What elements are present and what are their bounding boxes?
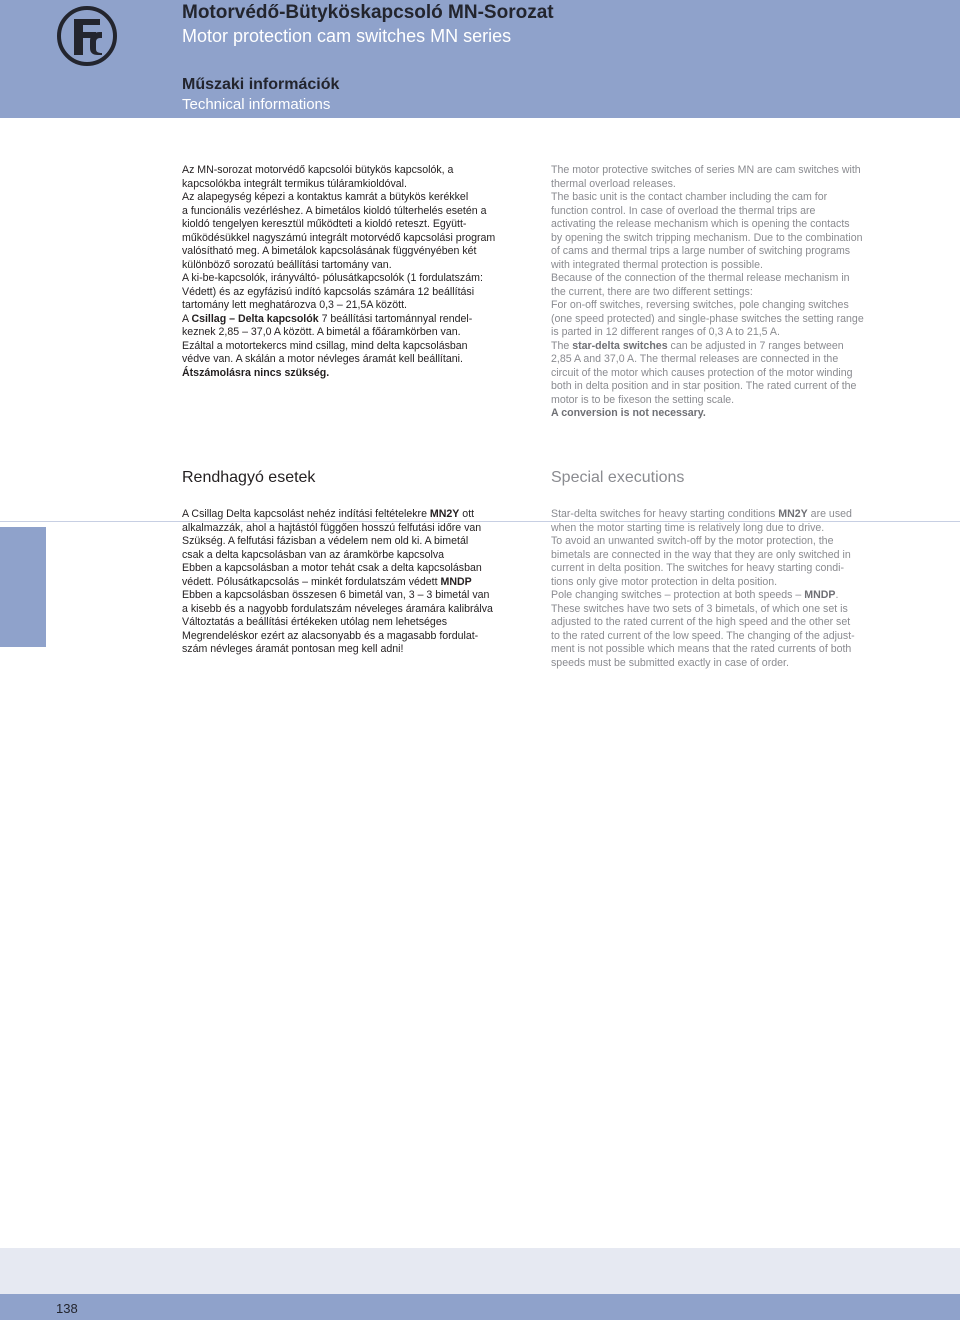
section-title-en: Special executions: [551, 469, 685, 486]
text-line: [551, 589, 911, 603]
text-line: [551, 508, 911, 522]
text-run: A Csillag Delta kapcsolást nehéz indítási feltételekre: [182, 508, 430, 520]
text-run: védett. Pólusátkapcsolás – minkét fordulatszám védett: [182, 575, 441, 588]
company-logo-icon: [56, 5, 118, 67]
text-line: motor is to be fixeson the setting scale.: [551, 393, 735, 406]
text-line: when the motor starting time is relatively long due to drive.: [551, 521, 825, 534]
text-line: adjusted to the rated current of the high speed and the other set: [551, 616, 851, 628]
text-line: Ezáltal a motortekercs mind csillag, mind delta kapcsolásban: [182, 339, 468, 352]
text-run: 7 beállítási tartománnyal rendel-: [318, 312, 473, 325]
side-tab-marker: [0, 527, 46, 647]
text-run: Pole changing switches – protection at both speeds –: [551, 589, 805, 601]
text-line: tartomány lett meghatározva 0,3 – 21,5A között.: [182, 299, 407, 311]
text-line: kapcsolókba integrált termikus túláramkioldóval.: [182, 177, 407, 190]
text-line: A ki-be-kapcsolók, irányváltó- pólusátkapcsolók (1 fordulatszám:: [182, 272, 483, 284]
text-line: szám névleges áramát pontosan meg kell adni!: [182, 643, 404, 655]
text-run: ott: [459, 508, 475, 520]
text-line: is parted in 12 different ranges of 0,3 A to 21,5 A.: [551, 326, 780, 338]
header-subtitle-en: Technical informations: [182, 96, 331, 113]
bold-term: MN2Y: [778, 508, 808, 520]
text-line: To avoid an unwanted switch-off by the motor protection, the: [551, 535, 834, 547]
text-line: Védett) és az egyfázisú indító kapcsolás számára 12 beállítási: [182, 285, 475, 298]
text-line: védve van. A skálán a motor névleges áramát kell beállítani.: [182, 353, 463, 365]
text-line: speeds must be submitted exactly in case of order.: [551, 656, 789, 669]
header-subtitle-hu: Műszaki információk: [182, 76, 340, 93]
text-line: These switches have two sets of 3 bimetals, of which one set is: [551, 602, 848, 615]
header-title-en: Motor protection cam switches MN series: [182, 26, 512, 46]
text-line: of cams and thermal trips a large number of switching programs: [551, 245, 851, 257]
section-title-hu: Rendhagyó esetek: [182, 469, 316, 486]
text-line: Megrendeléskor ezért az alacsonyabb és a magasabb fordulat-: [182, 629, 479, 642]
intro-text-hu: [182, 164, 542, 380]
text-line: with integrated thermal protection is possible.: [551, 258, 763, 271]
text-line: 2,85 A and 37,0 A. The thermal releases are connected in the: [551, 353, 839, 365]
text-line: Szükség. A felfutási fázisban a védelem nem old ki. A bimetál: [182, 535, 469, 547]
text-line: működésükkel nagyszámú integrált motorvédő kapcsolási program: [182, 231, 496, 244]
text-line: For on-off switches, reversing switches, pole changing switches: [551, 299, 849, 311]
text-run: The: [551, 339, 573, 352]
text-line: kioldó tengelyen keresztül működteti a kioldó reteszt. Együtt-: [182, 218, 467, 230]
text-line: by opening the switch tripping mechanism. Due to the combination: [551, 231, 863, 244]
text-line: both in delta position and in star position. The rated current of the: [551, 380, 857, 392]
text-line: current in delta position. The switches for heavy starting condi-: [551, 562, 845, 574]
text-line: Az MN-sorozat motorvédő kapcsolói bütykös kapcsolók, a: [182, 164, 454, 176]
text-line: a funcionális vezérléshez. A bimetálos kioldó túlterhelés esetén a: [182, 204, 487, 217]
text-run: are used: [807, 508, 852, 520]
text-line: The motor protective switches of series MN are cam switches with: [551, 164, 861, 176]
text-line: a kisebb és a nagyobb fordulatszám néveleges áramára kalibrálva: [182, 602, 493, 615]
text-line: [551, 340, 911, 354]
text-run: .: [835, 589, 839, 601]
text-line: circuit of the motor which causes protection of the motor winding: [551, 366, 853, 379]
bold-term: A conversion is not necessary.: [551, 407, 706, 419]
text-line: [551, 407, 911, 421]
footer-bar: [0, 1294, 960, 1320]
intro-text-en: [551, 164, 911, 421]
text-line: to the rated current of the low speed. The changing of the adjust-: [551, 629, 855, 642]
text-line: Változtatás a beállítási értékeken utólag nem lehetséges: [182, 616, 448, 628]
text-line: csak a delta kapcsolásban van az áramkörbe kapcsolva: [182, 548, 445, 561]
page-header: [0, 0, 960, 118]
text-line: ment is not possible which means that the rated currents of both: [551, 643, 852, 655]
text-run: can be adjusted in 7 ranges between: [667, 339, 844, 352]
text-line: Az alapegység képezi a kontaktus kamrát a bütykös kerékkel: [182, 191, 469, 203]
text-line: valósítható meg. A bimetálok kapcsolásának függvényében két: [182, 245, 477, 257]
text-line: activating the release mechanism which is opening the contacts: [551, 218, 850, 230]
text-line: thermal overload releases.: [551, 177, 676, 190]
text-line: Ebben a kapcsolásban összesen 6 bimetál van, 3 – 3 bimetál van: [182, 589, 490, 601]
bold-term: MNDP: [440, 575, 472, 588]
bold-term: MNDP: [804, 589, 836, 601]
header-title-hu: Motorvédő-Bütyköskapcsoló MN-Sorozat: [182, 2, 554, 23]
text-line: keznek 2,85 – 37,0 A között. A bimetál a főáramkörben van.: [182, 326, 461, 338]
text-line: [182, 367, 542, 381]
page-number: 138: [56, 1301, 78, 1316]
text-line: function control. In case of overload the thermal trips are: [551, 204, 816, 217]
text-line: (one speed protected) and single-phase switches the setting range: [551, 312, 864, 325]
text-run: Star-delta switches for heavy starting conditions: [551, 508, 779, 520]
text-line: Ebben a kapcsolásban a motor tehát csak a delta kapcsolásban: [182, 562, 482, 574]
bold-term: Átszámolásra nincs szükség.: [182, 366, 330, 379]
special-text-hu: [182, 508, 542, 657]
text-line: alkalmazzák, ahol a hajtástól függően hosszú felfutási időre van: [182, 521, 482, 534]
text-line: tions only give motor protection in delta position.: [551, 575, 778, 588]
text-line: [182, 508, 542, 522]
text-line: [182, 576, 542, 590]
bold-term: MN2Y: [429, 508, 460, 520]
bold-term: Csillag – Delta kapcsolók: [191, 312, 319, 325]
bold-term: star-delta switches: [572, 339, 668, 352]
special-text-en: [551, 508, 911, 670]
text-line: [182, 313, 542, 327]
text-line: Because of the connection of the thermal release mechanism in: [551, 272, 850, 284]
text-line: bimetals are connected in the way that they are only switched in: [551, 548, 851, 561]
text-line: különböző sorozatú beállítási tartomány van.: [182, 258, 392, 271]
text-run: A: [182, 312, 192, 325]
text-line: the current, there are two different settings:: [551, 285, 753, 298]
text-line: The basic unit is the contact chamber including the cam for: [551, 191, 828, 203]
footer-band: [0, 1248, 960, 1294]
